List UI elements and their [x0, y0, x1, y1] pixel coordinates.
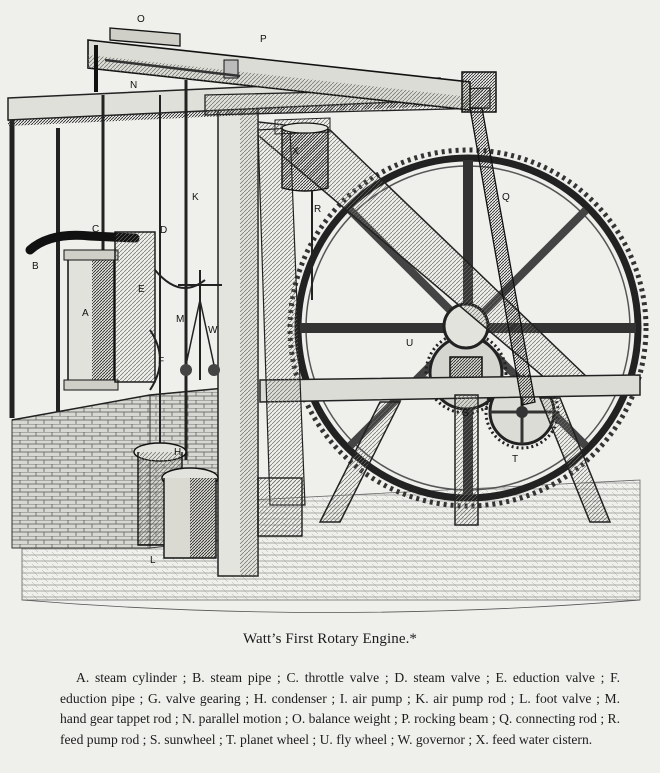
label-K: K — [192, 192, 199, 203]
label-U: U — [406, 338, 414, 349]
label-T: T — [512, 454, 519, 465]
label-X: X — [292, 146, 299, 157]
label-H: H — [174, 447, 182, 458]
label-B: B — [32, 261, 39, 272]
label-W: W — [208, 325, 218, 336]
label-M: M — [176, 314, 185, 325]
figure-legend: A. steam cylinder ; B. steam pipe ; C. throttle valve ; D. steam valve ; E. eduction valve ; F. eduction pipe ; G. valve gearing ; H. condenser ; I. air pump ; K. air pump rod ; L. foot valve ; M. hand gear tappet rod ; N. parallel motion ; O. balance weight ; P. rocking beam ; Q. connecting rod ; R. feed pump rod ; S. sunwheel ; T. planet wheel ; U. fly wheel ; W. governor ; X. feed water cistern. — [60, 670, 620, 747]
label-C: C — [92, 224, 100, 235]
label-R: R — [314, 204, 322, 215]
label-P: P — [260, 34, 267, 45]
label-D: D — [160, 225, 168, 236]
label-A: A — [82, 308, 89, 319]
label-N: N — [130, 80, 138, 91]
label-O: O — [137, 14, 145, 25]
feed-water-cistern — [282, 123, 328, 191]
label-L: L — [150, 555, 156, 566]
label-F: F — [158, 356, 165, 367]
label-Q: Q — [502, 192, 510, 203]
figure-caption: Watt’s First Rotary Engine.* — [242, 631, 418, 647]
label-E: E — [138, 284, 145, 295]
label-S: S — [462, 408, 469, 419]
